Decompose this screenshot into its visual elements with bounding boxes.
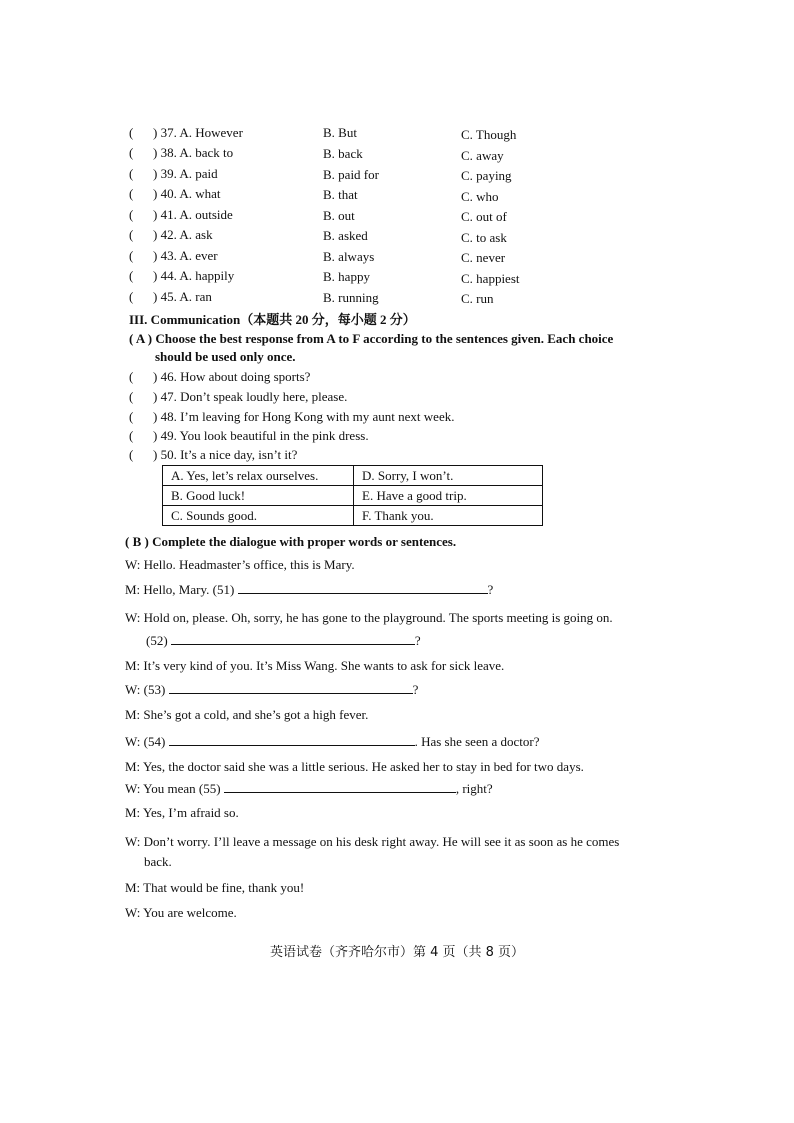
- option-d: D. Sorry, I won’t.: [354, 466, 543, 486]
- answer-blank-55[interactable]: [224, 780, 456, 793]
- dialogue-line-54: [125, 733, 539, 750]
- question-38-option-c: C. away: [461, 148, 504, 163]
- question-38-option-b: B. back: [323, 146, 363, 161]
- question-48: ) 48. I’m leaving for Hong Kong with my aunt next week.: [153, 409, 455, 424]
- options-table: [162, 465, 543, 526]
- option-b: B. Good luck!: [163, 486, 354, 506]
- dialogue-line-51: [125, 581, 493, 598]
- question-39-option-a: ) 39. A. paid: [153, 166, 218, 181]
- question-44-option-c: C. happiest: [461, 271, 520, 286]
- question-45-option-b: B. running: [323, 290, 379, 305]
- dialogue-line: W: You are welcome.: [125, 905, 237, 920]
- option-e: E. Have a good trip.: [354, 486, 543, 506]
- answer-blank-53[interactable]: [169, 681, 413, 694]
- question-41-option-a: ) 41. A. outside: [153, 207, 233, 222]
- section-title: III. Communication（本题共 20 分，每小题 2 分）: [129, 312, 416, 327]
- dialogue-text: (52): [146, 633, 168, 648]
- answer-paren: (: [129, 186, 134, 201]
- dialogue-text: ?: [412, 682, 419, 697]
- question-45-option-a: ) 45. A. ran: [153, 289, 212, 304]
- part-a-instruction: ( A ) Choose the best response from A to F according to the sentences given. Each choice: [129, 331, 614, 346]
- dialogue-line-55: [125, 780, 493, 797]
- question-43-option-c: C. never: [461, 250, 506, 265]
- dialogue-line-52: [146, 632, 421, 649]
- question-41-option-b: B. out: [323, 208, 355, 223]
- question-42-option-c: C. to ask: [461, 230, 507, 245]
- question-37-option-b: B. But: [323, 125, 357, 140]
- question-40-option-b: B. that: [323, 187, 358, 202]
- question-37-option-a: ) 37. A. However: [153, 125, 243, 140]
- dialogue-line: W: Hold on, please. Oh, sorry, he has gone to the playground. The sports meeting is going on.: [125, 610, 613, 625]
- answer-paren: (: [129, 369, 134, 384]
- part-a-instruction-cont: should be used only once.: [155, 349, 296, 364]
- question-45-option-c: C. run: [461, 291, 494, 306]
- question-40-option-c: C. who: [461, 189, 499, 204]
- dialogue-line: W: Don’t worry. I’ll leave a message on his desk right away. He will see it as soon as he comes: [125, 834, 620, 849]
- option-a: A. Yes, let’s relax ourselves.: [163, 466, 354, 486]
- question-37-option-c: C. Though: [461, 127, 517, 142]
- answer-blank-52[interactable]: [171, 632, 415, 645]
- part-b-instruction: ( B ) Complete the dialogue with proper words or sentences.: [125, 534, 457, 549]
- question-49: ) 49. You look beautiful in the pink dress.: [153, 428, 369, 443]
- dialogue-line: M: She’s got a cold, and she’s got a high fever.: [125, 707, 369, 722]
- dialogue-line: M: It’s very kind of you. It’s Miss Wang. She wants to ask for sick leave.: [125, 658, 505, 673]
- question-39-option-c: C. paying: [461, 168, 512, 183]
- dialogue-text: W: (54): [125, 734, 166, 749]
- answer-paren: (: [129, 268, 134, 283]
- question-47: ) 47. Don’t speak loudly here, please.: [153, 389, 348, 404]
- dialogue-line: W: Hello. Headmaster’s office, this is Mary.: [125, 557, 355, 572]
- dialogue-text: W: You mean (55): [125, 781, 221, 796]
- dialogue-text: , right?: [455, 781, 493, 796]
- dialogue-line: M: That would be fine, thank you!: [125, 880, 305, 895]
- dialogue-line-53: [125, 681, 418, 698]
- option-c: C. Sounds good.: [163, 506, 354, 526]
- question-39-option-b: B. paid for: [323, 167, 379, 182]
- question-38-option-a: ) 38. A. back to: [153, 145, 234, 160]
- answer-paren: (: [129, 289, 134, 304]
- question-46: ) 46. How about doing sports?: [153, 369, 311, 384]
- dialogue-text: . Has she seen a doctor?: [414, 734, 540, 749]
- question-43-option-a: ) 43. A. ever: [153, 248, 218, 263]
- answer-paren: (: [129, 227, 134, 242]
- dialogue-text: M: Hello, Mary. (51): [125, 582, 235, 597]
- question-44-option-b: B. happy: [323, 269, 370, 284]
- page-footer: 英语试卷（齐齐哈尔市）第 4 页（共 8 页）: [269, 945, 525, 960]
- question-43-option-b: B. always: [323, 249, 375, 264]
- answer-paren: (: [129, 207, 134, 222]
- dialogue-line-cont: back.: [144, 854, 172, 869]
- dialogue-text: ?: [414, 633, 421, 648]
- question-42-option-b: B. asked: [323, 228, 368, 243]
- question-44-option-a: ) 44. A. happily: [153, 268, 235, 283]
- answer-paren: (: [129, 248, 134, 263]
- answer-blank-54[interactable]: [169, 733, 415, 746]
- answer-paren: (: [129, 428, 134, 443]
- answer-paren: (: [129, 409, 134, 424]
- dialogue-line: M: Yes, the doctor said she was a little serious. He asked her to stay in bed for two days.: [125, 759, 584, 774]
- dialogue-text: W: (53): [125, 682, 166, 697]
- question-40-option-a: ) 40. A. what: [153, 186, 221, 201]
- answer-paren: (: [129, 145, 134, 160]
- dialogue-text: ?: [487, 582, 494, 597]
- question-41-option-c: C. out of: [461, 209, 507, 224]
- question-42-option-a: ) 42. A. ask: [153, 227, 213, 242]
- answer-paren: (: [129, 447, 134, 462]
- option-f: F. Thank you.: [354, 506, 543, 526]
- answer-blank-51[interactable]: [238, 581, 488, 594]
- question-50: ) 50. It’s a nice day, isn’t it?: [153, 447, 298, 462]
- answer-paren: (: [129, 166, 134, 181]
- answer-paren: (: [129, 389, 134, 404]
- dialogue-line: M: Yes, I’m afraid so.: [125, 805, 239, 820]
- answer-paren: (: [129, 125, 134, 140]
